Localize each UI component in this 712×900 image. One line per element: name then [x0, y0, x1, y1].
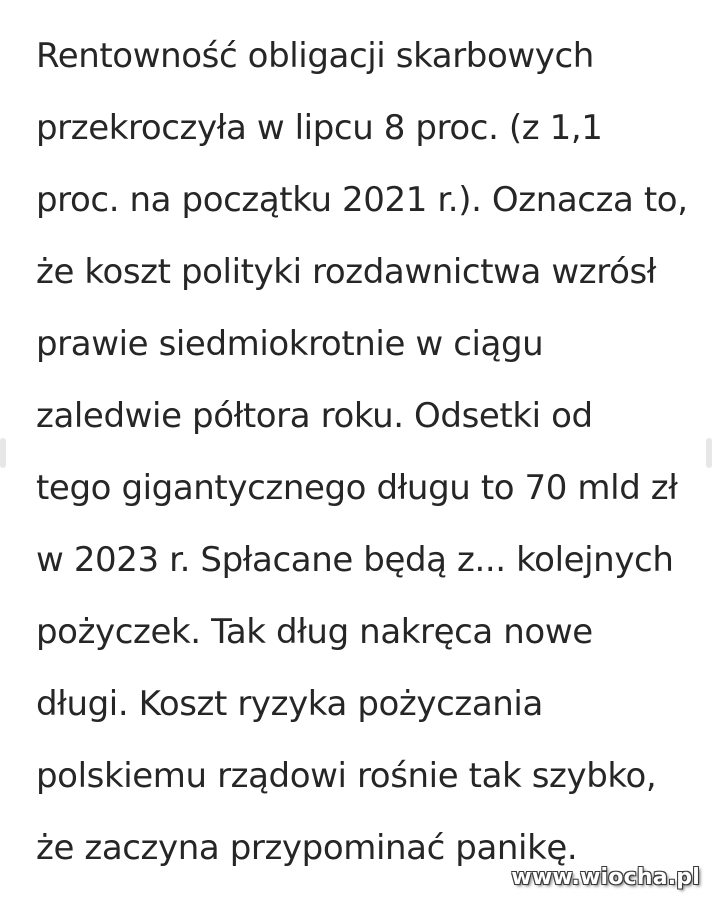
- right-edge-handle: [706, 438, 712, 468]
- text-line: prawie siedmiokrotnie w ciągu: [36, 324, 544, 364]
- text-line: że zaczyna przypominać panikę.: [36, 828, 578, 868]
- text-line: w 2023 r. Spłacane będą z... kolejnych: [36, 540, 674, 580]
- article-text: [36, 20, 696, 884]
- text-line: że koszt polityki rozdawnictwa wzrósł: [36, 252, 657, 292]
- text-line: długi. Koszt ryzyka pożyczania: [36, 684, 543, 724]
- text-line: proc. na początku 2021 r.). Oznacza to,: [36, 180, 688, 220]
- text-line: przekroczyła w lipcu 8 proc. (z 1,1: [36, 108, 603, 148]
- text-line: polskiemu rządowi rośnie tak szybko,: [36, 756, 657, 796]
- text-line: tego gigantycznego długu to 70 mld zł: [36, 468, 678, 508]
- watermark: www.wiocha.pl: [511, 865, 700, 890]
- text-line: zaledwie półtora roku. Odsetki od: [36, 396, 593, 436]
- text-line: Rentowność obligacji skarbowych: [36, 36, 594, 76]
- text-line: pożyczek. Tak dług nakręca nowe: [36, 612, 593, 652]
- left-edge-handle: [0, 438, 6, 468]
